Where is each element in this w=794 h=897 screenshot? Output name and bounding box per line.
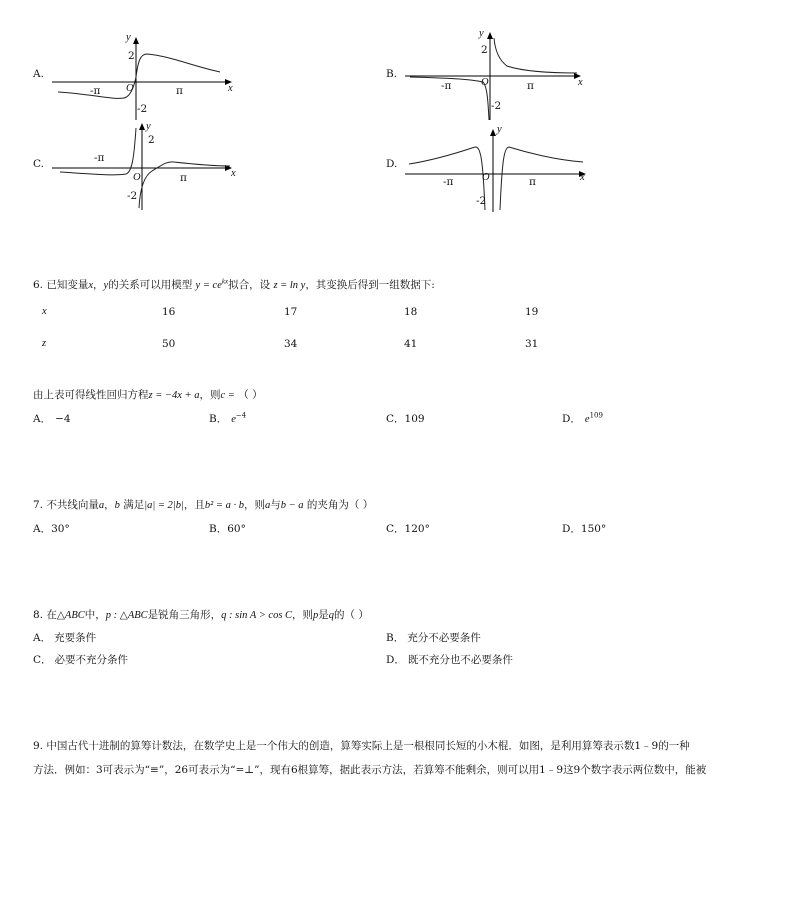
q8-q: q : sin A > cos C <box>221 610 293 621</box>
q6-z-cell: 31 <box>525 338 539 350</box>
q7-option-b[interactable]: B．60° <box>209 523 246 535</box>
q6-stem-d: ，其变换后得到一组数据下: <box>305 279 435 291</box>
q6-line2-a: 由上表可得线性回归方程 <box>33 389 149 401</box>
graph-b <box>405 30 595 130</box>
q8-option-a[interactable]: A． 充要条件 <box>33 632 97 644</box>
graph-c-svg <box>52 118 242 213</box>
q7-option-d[interactable]: D．150° <box>562 523 607 535</box>
graph-a-xtick-pos: π <box>176 85 183 97</box>
graph-a-curve <box>58 54 220 98</box>
q6-transform: z = ln y <box>273 280 306 291</box>
q7-condition-2: b² = a · b <box>204 500 244 511</box>
option-a-label[interactable]: A. <box>33 68 44 80</box>
graph-c-ylabel: y <box>146 121 151 132</box>
q8-option-b[interactable]: B． 充分不必要条件 <box>386 632 481 644</box>
graph-d-y-arrow <box>490 129 496 136</box>
graph-b-svg <box>405 30 595 130</box>
q6-option-d[interactable]: D． $e^{109}$ <box>562 411 603 425</box>
q6-var-y: y <box>103 280 109 291</box>
graph-c-origin: O <box>133 172 141 183</box>
graph-c-xtick-pos: π <box>180 172 187 184</box>
q6-x-cell: 16 <box>162 306 176 318</box>
q6-option-a[interactable]: A． −4 <box>33 413 71 425</box>
q6-x-cell: 18 <box>404 306 418 318</box>
option-c-label[interactable]: C. <box>33 158 44 170</box>
q8-stem: 8. 在△ABC中，p : △ABC是锐角三角形，q : sin A > cos C，则p是q的（ ） <box>33 609 369 621</box>
q6-model-exp: kx <box>221 277 229 286</box>
graph-b-ylabel: y <box>479 28 484 39</box>
q7-option-c[interactable]: C．120° <box>386 523 430 535</box>
graph-b-y-arrow <box>487 32 493 39</box>
q7-option-a[interactable]: A．30° <box>33 523 70 535</box>
q6-model: y = ce <box>195 280 222 291</box>
graph-b-curve-right <box>494 38 577 73</box>
q6-stem-a: 6. 已知变量 <box>33 279 89 291</box>
q8-option-d[interactable]: D． 既不充分也不必要条件 <box>386 654 513 666</box>
graph-c-xlabel: x <box>231 168 236 179</box>
graph-d-curve-right <box>500 147 583 210</box>
q6-z-cell: 41 <box>404 338 418 350</box>
graph-c-ytick-neg: -2 <box>127 190 138 202</box>
graph-a-ytick-pos: 2 <box>128 50 135 62</box>
q6-x-cell: 19 <box>525 306 539 318</box>
graph-a-ytick-neg: -2 <box>137 103 148 115</box>
q6-line2 <box>33 387 263 402</box>
q9-line-1: 9. 中国古代十进制的算筹计数法，在数学史上是一个伟大的创造，算筹实际上是一根根同长短的小木棍．如图，是利用算筹表示数1﹣9的一种 <box>33 740 690 752</box>
q8-triangle: △ABC <box>56 610 85 621</box>
q6-row-z-label: z <box>42 338 47 349</box>
graph-d-svg <box>405 122 595 214</box>
q6-stem <box>33 277 435 292</box>
graph-a-origin: O <box>126 83 134 94</box>
q7-vec-b: b <box>114 500 120 511</box>
graph-c <box>52 118 242 213</box>
graph-d <box>405 122 595 214</box>
graph-d-xtick-pos: π <box>529 176 536 188</box>
graph-b-ytick-pos: 2 <box>481 44 488 56</box>
q6-sep: ， <box>93 279 104 291</box>
graph-c-ytick-pos: 2 <box>148 134 155 146</box>
graph-a-xtick-neg: -π <box>90 85 101 97</box>
q8-option-c[interactable]: C． 必要不充分条件 <box>33 654 129 666</box>
graph-b-xtick-pos: π <box>527 80 534 92</box>
q6-c-eq: c = <box>220 390 235 401</box>
graph-d-xtick-neg: -π <box>443 176 454 188</box>
graph-c-xtick-neg: -π <box>94 152 105 164</box>
option-d-label[interactable]: D. <box>386 158 398 170</box>
graph-d-xlabel: x <box>580 172 585 183</box>
graph-a-y-arrow <box>133 37 139 44</box>
q6-x-cell: 17 <box>284 306 298 318</box>
q7-stem: 7. 不共线向量a，b 满足|a| = 2|b|，且b² = a · b，则a与b − a 的夹角为（ ） <box>33 499 374 511</box>
q9-line-2: 方法．例如：3可表示为“≡”，26可表示为“=⊥”，现有6根算筹，据此表示方法，若算筹不能剩余，则可以用1﹣9这9个数字表示两位数中，能被 <box>33 764 707 776</box>
q6-stem-c: 拟合，设 <box>228 279 271 291</box>
q7-vec-a: a <box>98 500 105 511</box>
graph-b-origin: O <box>481 77 489 88</box>
graph-b-xtick-neg: -π <box>441 80 452 92</box>
q6-row-x-label: x <box>42 306 47 317</box>
q6-stem-b: 的关系可以用模型 <box>108 279 193 291</box>
q6-var-x: x <box>88 280 94 291</box>
q6-line2-b: ，则 <box>199 389 221 401</box>
graph-d-ytick-neg: -2 <box>476 195 487 207</box>
graph-a-ylabel: y <box>126 32 131 43</box>
option-b-label[interactable]: B. <box>386 68 398 80</box>
graph-c-curve-right <box>139 162 230 208</box>
q6-option-b[interactable]: B． $e^{-4}$ <box>209 411 247 425</box>
graph-a-xlabel: x <box>228 83 233 94</box>
q6-regression-equation: z = −4x + a <box>148 390 200 401</box>
graph-b-xlabel: x <box>578 77 583 88</box>
graph-d-origin: O <box>482 172 490 183</box>
graph-c-y-arrow <box>139 123 145 130</box>
q6-z-cell: 50 <box>162 338 176 350</box>
q6-line2-c: （ ） <box>238 389 263 401</box>
q6-option-c[interactable]: C．109 <box>386 413 425 425</box>
graph-d-ylabel: y <box>497 124 502 135</box>
graph-b-ytick-neg: -2 <box>491 100 502 112</box>
q8-p: p : △ABC <box>105 610 148 621</box>
q7-condition-1: |a| = 2|b| <box>144 500 184 511</box>
q6-z-cell: 34 <box>284 338 298 350</box>
